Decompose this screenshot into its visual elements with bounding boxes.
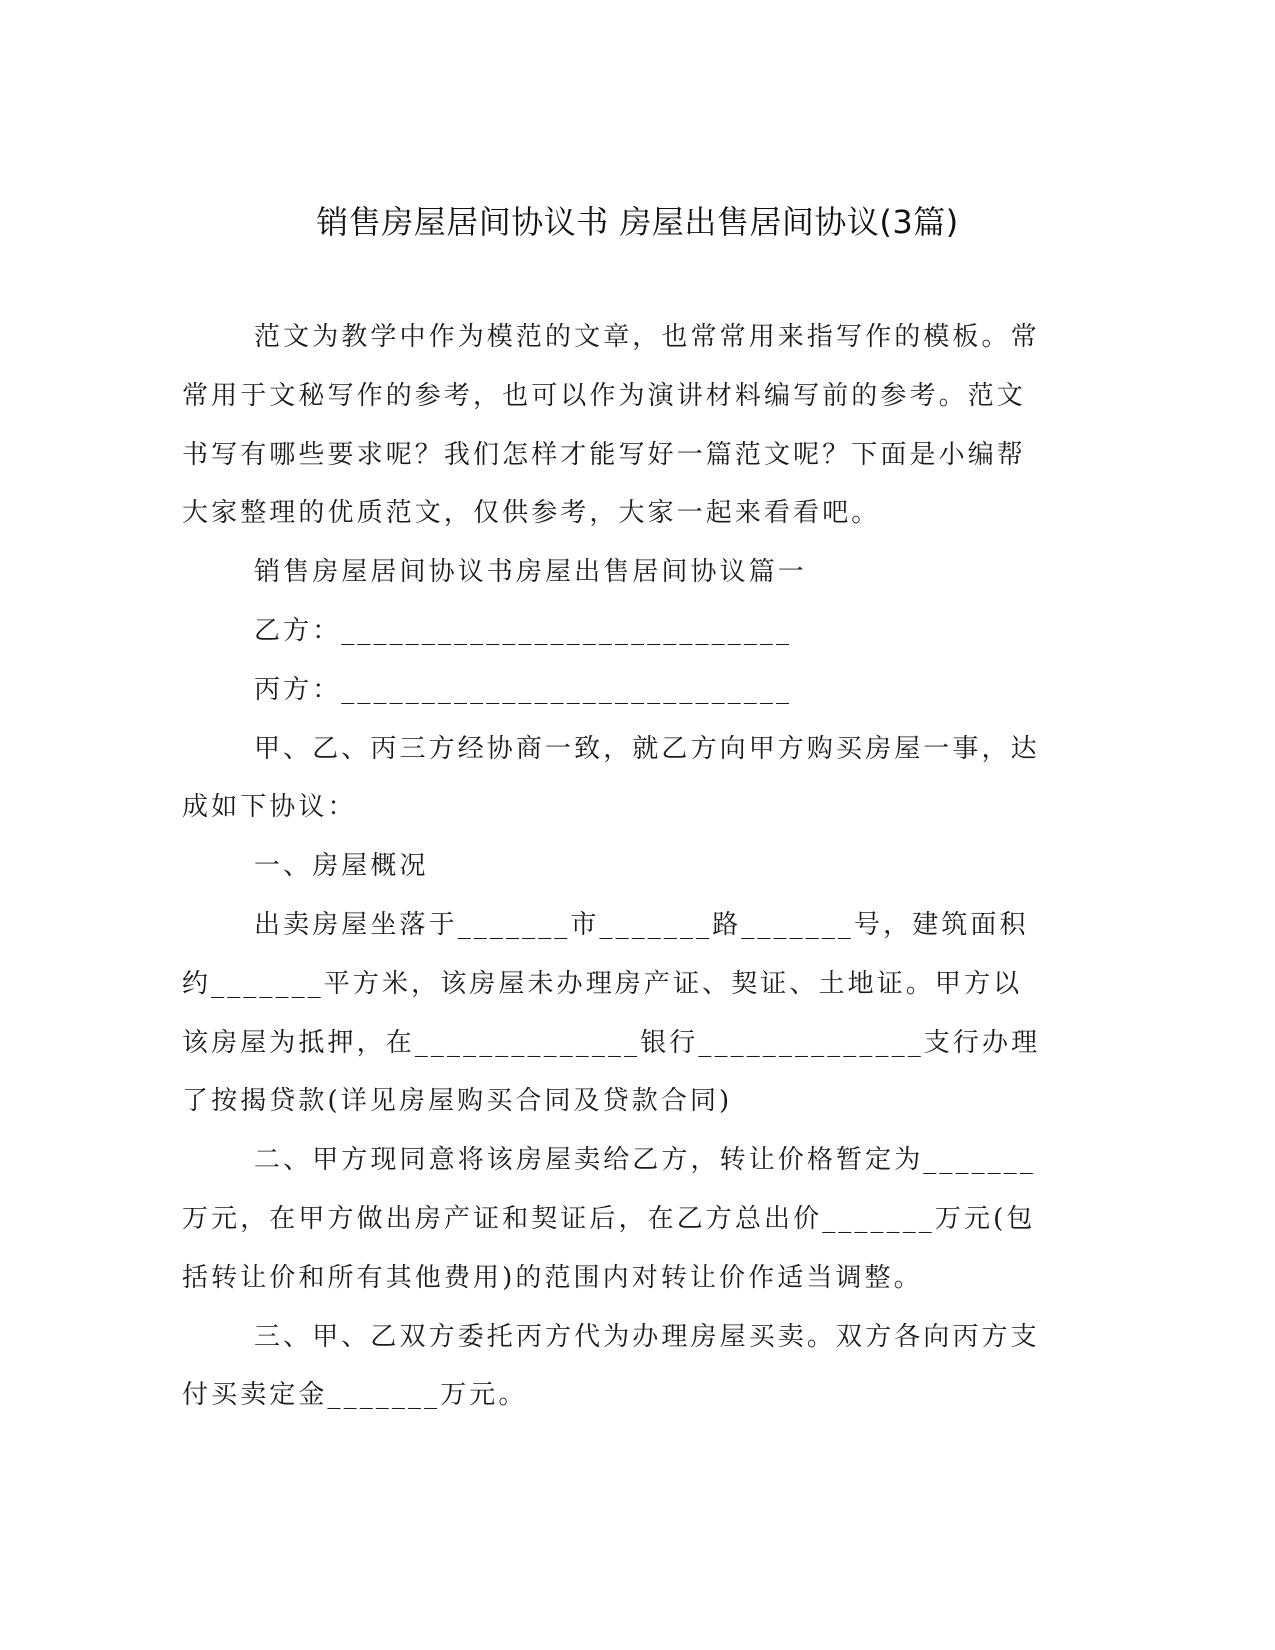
clause-2: 二、甲方现同意将该房屋卖给乙方，转让价格暂定为_______万元，在甲方做出房产证和契证后，在乙方总出价_______万元(包括转让价和所有其他费用)的范围内对转让价作适当调整。 bbox=[182, 1145, 1037, 1293]
clause-3: 三、甲、乙双方委托丙方代为办理房屋买卖。双方各向丙方支付买卖定金_______万元。 bbox=[182, 1321, 1040, 1411]
document-body bbox=[182, 308, 1042, 1425]
clause-heading-1: 一、房屋概况 bbox=[254, 851, 429, 882]
agreement-preamble: 甲、乙、丙三方经协商一致，就乙方向甲方购买房屋一事，达成如下协议： bbox=[182, 733, 1040, 823]
party-c-line: 丙方：____________________________ bbox=[254, 674, 793, 705]
document-title: 销售房屋居间协议书 房屋出售居间协议(3篇) bbox=[316, 203, 959, 241]
clause-1-body: 出卖房屋坐落于_______市_______路_______号，建筑面积约_______平方米，该房屋未办理房产证、契证、土地证。甲方以该房屋为抵押，在______________银行______________支行办理了按揭贷款(详见房屋购买合同及贷款合同) bbox=[182, 909, 1041, 1117]
section-heading: 销售房屋居间协议书房屋出售居间协议篇一 bbox=[254, 557, 807, 588]
party-b-line: 乙方：____________________________ bbox=[254, 615, 793, 646]
intro-paragraph: 范文为教学中作为模范的文章，也常常用来指写作的模板。常常用于文秘写作的参考，也可以作为演讲材料编写前的参考。范文书写有哪些要求呢？我们怎样才能写好一篇范文呢？下面是小编帮大家整理的优质范文，仅供参考，大家一起来看看吧。 bbox=[182, 322, 1040, 529]
